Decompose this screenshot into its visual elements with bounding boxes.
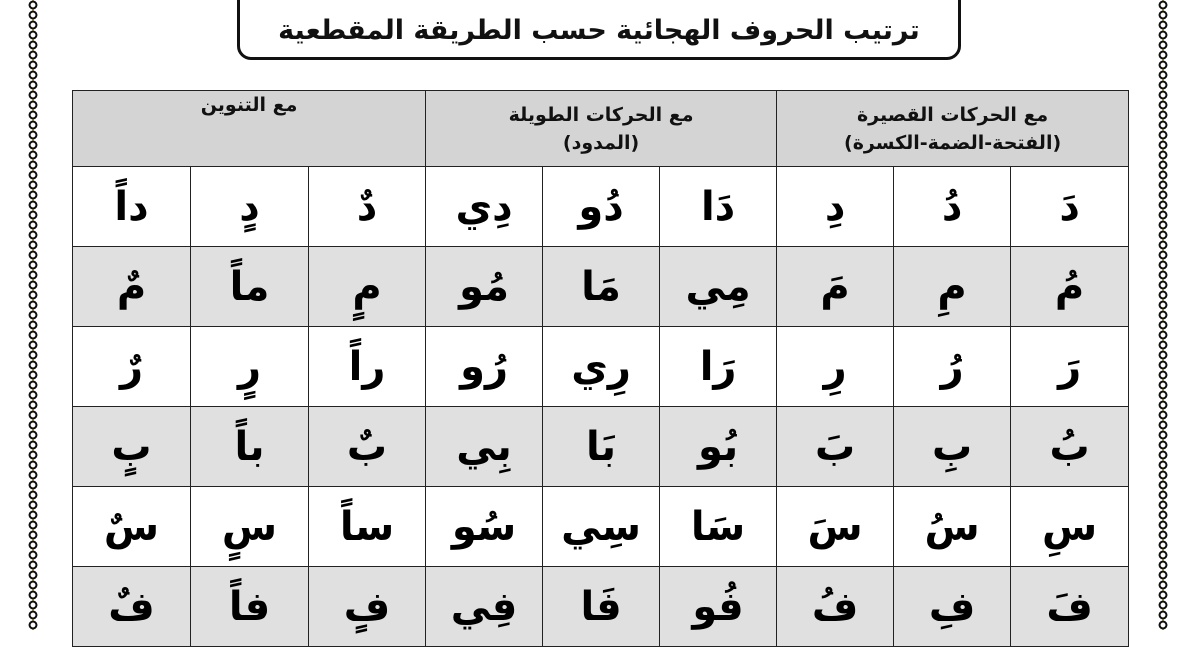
letter-cell: رُو: [426, 327, 543, 407]
letter-cell: مُ: [1011, 247, 1129, 327]
letter-cell: فَ: [1011, 567, 1129, 647]
letter-cell: دٌ: [309, 167, 426, 247]
letter-cell: مَا: [543, 247, 660, 327]
header-tanween: [73, 91, 426, 167]
header-long-vowels: [426, 91, 777, 167]
letter-cell: بَ: [777, 407, 894, 487]
letter-cell: رَا: [660, 327, 777, 407]
header-short-vowels-title: مع الحركات القصيرة: [856, 103, 1049, 126]
letter-cell: باً: [191, 407, 309, 487]
letter-cell: فٍ: [309, 567, 426, 647]
letter-cell: سِ: [1011, 487, 1129, 567]
header-long-vowels-title: مع الحركات الطويلة: [508, 103, 694, 126]
decorative-border-right: [1156, 0, 1170, 630]
letter-cell: سِي: [543, 487, 660, 567]
header-short-vowels-subtitle: (الفتحة-الضمة-الكسرة): [844, 131, 1062, 154]
letter-cell: مٌ: [73, 247, 191, 327]
letter-cell: مِ: [894, 247, 1011, 327]
letter-cell: فٌ: [73, 567, 191, 647]
letter-cell: رٌ: [73, 327, 191, 407]
letter-cell: سٍ: [191, 487, 309, 567]
letter-cell: بِي: [426, 407, 543, 487]
letter-cell: بُ: [1011, 407, 1129, 487]
table-row: [73, 327, 1129, 407]
letter-cell: دٍ: [191, 167, 309, 247]
letter-cell: بُو: [660, 407, 777, 487]
letter-cell: ساً: [309, 487, 426, 567]
letter-cell: سَا: [660, 487, 777, 567]
letter-cell: رٍ: [191, 327, 309, 407]
letter-cell: سُ: [894, 487, 1011, 567]
letter-cell: سُو: [426, 487, 543, 567]
letter-cell: دِي: [426, 167, 543, 247]
decorative-border-left: [26, 0, 40, 630]
letter-cell: دُو: [543, 167, 660, 247]
letter-cell: سٌ: [73, 487, 191, 567]
letter-cell: رُ: [894, 327, 1011, 407]
table-row: [73, 167, 1129, 247]
letter-cell: بَا: [543, 407, 660, 487]
letter-cell: رِي: [543, 327, 660, 407]
letter-cell: بِ: [894, 407, 1011, 487]
letter-cell: بٌ: [309, 407, 426, 487]
letter-cell: مَ: [777, 247, 894, 327]
letter-cell: فُو: [660, 567, 777, 647]
letter-cell: رَ: [1011, 327, 1129, 407]
letter-cell: دَ: [1011, 167, 1129, 247]
table-row: [73, 487, 1129, 567]
header-row: [73, 91, 1129, 167]
letter-cell: دُ: [894, 167, 1011, 247]
letter-cell: دِ: [777, 167, 894, 247]
letter-cell: بٍ: [73, 407, 191, 487]
table-row: [73, 407, 1129, 487]
table-row: [73, 247, 1129, 327]
letter-cell: فِي: [426, 567, 543, 647]
header-long-vowels-subtitle: (المدود): [562, 131, 640, 154]
letter-cell: راً: [309, 327, 426, 407]
letter-cell: فِ: [894, 567, 1011, 647]
letter-cell: مُو: [426, 247, 543, 327]
letter-cell: داً: [73, 167, 191, 247]
letters-table: [72, 90, 1129, 647]
letter-cell: فاً: [191, 567, 309, 647]
header-short-vowels: [777, 91, 1129, 167]
header-tanween-title: مع التنوين: [200, 94, 298, 116]
letter-cell: ماً: [191, 247, 309, 327]
letter-cell: سَ: [777, 487, 894, 567]
letter-cell: دَا: [660, 167, 777, 247]
page-title: ترتيب الحروف الهجائية حسب الطريقة المقطعية: [278, 14, 920, 46]
letter-cell: مٍ: [309, 247, 426, 327]
letter-cell: مِي: [660, 247, 777, 327]
letter-cell: فُ: [777, 567, 894, 647]
table-row: [73, 567, 1129, 647]
title-box: [237, 0, 961, 60]
letter-cell: رِ: [777, 327, 894, 407]
letter-cell: فَا: [543, 567, 660, 647]
